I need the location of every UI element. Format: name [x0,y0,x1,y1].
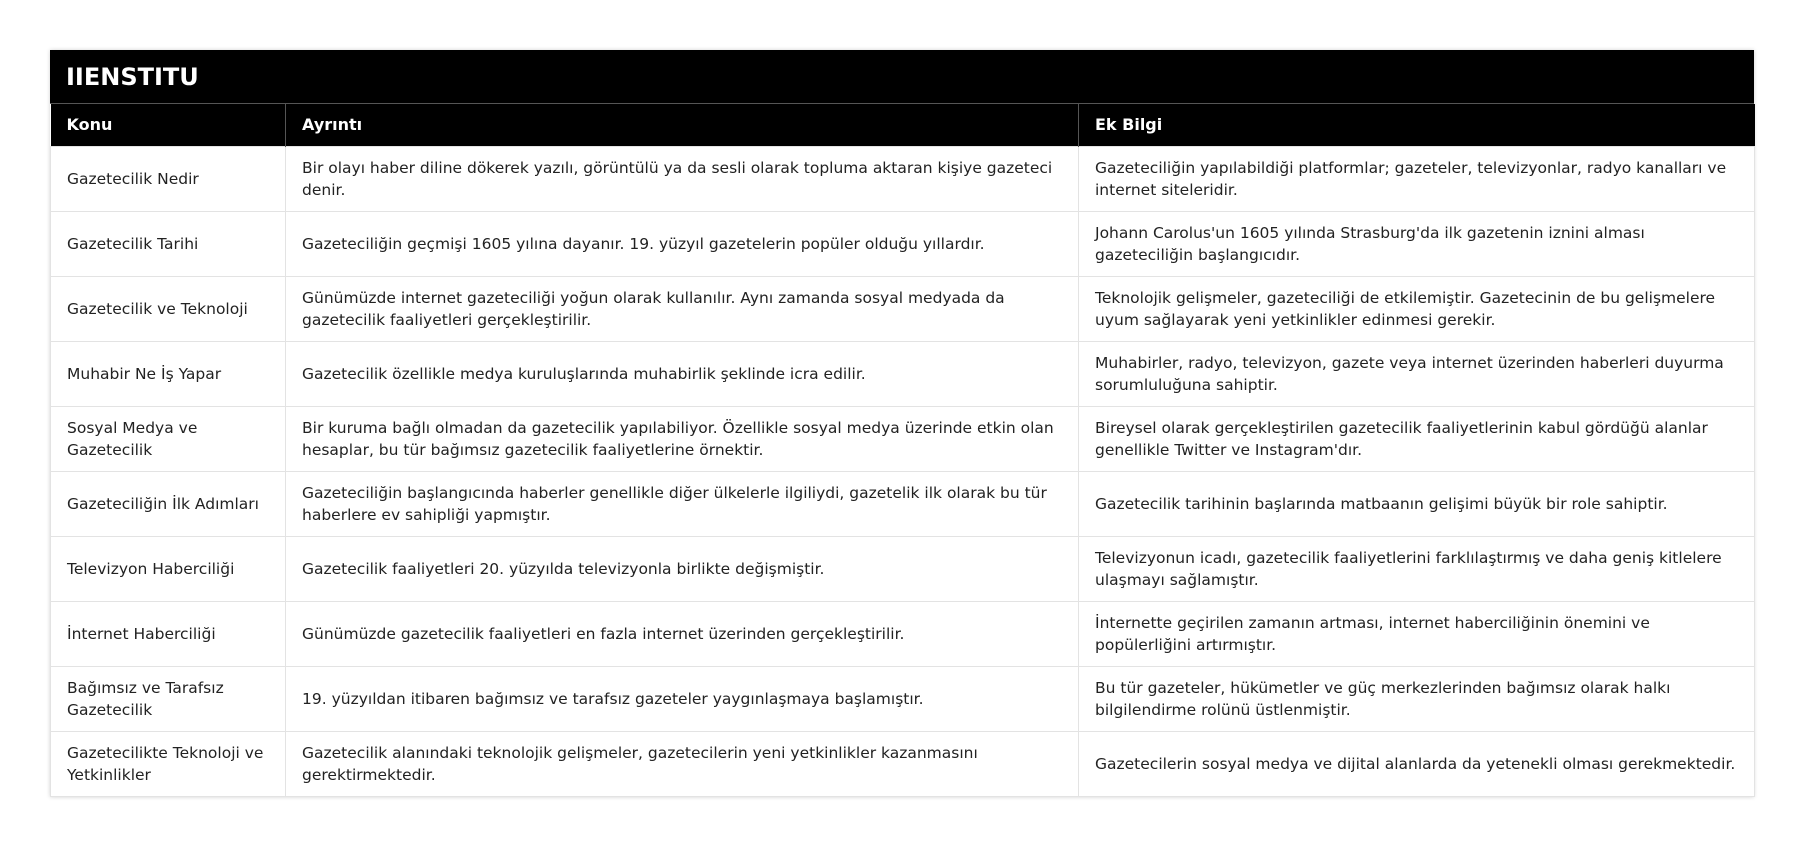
cell-ayrinti: 19. yüzyıldan itibaren bağımsız ve tarafsız gazeteler yaygınlaşmaya başlamıştır. [286,666,1079,731]
cell-ek-bilgi: Muhabirler, radyo, televizyon, gazete veya internet üzerinden haberleri duyurma sorumluluğuna sahiptir. [1079,341,1755,406]
table-body [51,146,1755,796]
cell-ayrinti: Günümüzde internet gazeteciliği yoğun olarak kullanılır. Aynı zamanda sosyal medyada da gazetecilik faaliyetleri gerçekleştirilir. [286,276,1079,341]
cell-ayrinti: Bir kuruma bağlı olmadan da gazetecilik yapılabiliyor. Özellikle sosyal medya üzerinde etkin olan hesaplar, bu tür bağımsız gazetecilik faaliyetlerine örnektir. [286,406,1079,471]
cell-ek-bilgi: Gazetecilik tarihinin başlarında matbaanın gelişimi büyük bir role sahiptir. [1079,471,1755,536]
cell-ek-bilgi: Bireysel olarak gerçekleştirilen gazetecilik faaliyetlerinin kabul gördüğü alanlar genellikle Twitter ve Instagram'dır. [1079,406,1755,471]
header-row [51,104,1755,146]
cell-ek-bilgi: İnternette geçirilen zamanın artması, internet haberciliğinin önemini ve popülerliğini artırmıştır. [1079,601,1755,666]
cell-konu: İnternet Haberciliği [51,601,286,666]
table-row [51,211,1755,276]
cell-ayrinti: Bir olayı haber diline dökerek yazılı, görüntülü ya da sesli olarak topluma aktaran kişiye gazeteci denir. [286,146,1079,211]
cell-konu: Gazetecilik Tarihi [51,211,286,276]
cell-konu: Gazetecilik ve Teknoloji [51,276,286,341]
cell-ayrinti: Gazetecilik alanındaki teknolojik gelişmeler, gazetecilerin yeni yetkinlikler kazanmasını gerektirmektedir. [286,731,1079,796]
table-header [51,104,1755,146]
cell-ek-bilgi: Gazetecilerin sosyal medya ve dijital alanlarda da yetenekli olması gerekmektedir. [1079,731,1755,796]
table-row [51,406,1755,471]
cell-ayrinti: Gazeteciliğin başlangıcında haberler genellikle diğer ülkelerle ilgiliydi, gazetelik ilk olarak bu tür haberlere ev sahipliği yapmıştır. [286,471,1079,536]
cell-konu: Bağımsız ve Tarafsız Gazetecilik [51,666,286,731]
table-row [51,276,1755,341]
cell-ek-bilgi: Televizyonun icadı, gazetecilik faaliyetlerini farklılaştırmış ve daha geniş kitlelere ulaşmayı sağlamıştır. [1079,536,1755,601]
table-row [51,341,1755,406]
table-row [51,471,1755,536]
cell-konu: Gazetecilik Nedir [51,146,286,211]
cell-konu: Gazetecilikte Teknoloji ve Yetkinlikler [51,731,286,796]
column-header-konu: Konu [51,104,286,146]
cell-ayrinti: Gazetecilik özellikle medya kuruluşlarında muhabirlik şeklinde icra edilir. [286,341,1079,406]
cell-ayrinti: Günümüzde gazetecilik faaliyetleri en fazla internet üzerinden gerçekleştirilir. [286,601,1079,666]
cell-ayrinti: Gazeteciliğin geçmişi 1605 yılına dayanır. 19. yüzyıl gazetelerin popüler olduğu yıllardır. [286,211,1079,276]
cell-konu: Muhabir Ne İş Yapar [51,341,286,406]
column-header-ayrinti: Ayrıntı [286,104,1079,146]
table-row [51,731,1755,796]
cell-ek-bilgi: Bu tür gazeteler, hükümetler ve güç merkezlerinden bağımsız olarak halkı bilgilendirme rolünü üstlenmiştir. [1079,666,1755,731]
cell-ek-bilgi: Johann Carolus'un 1605 yılında Strasburg'da ilk gazetenin iznini alması gazeteciliğin başlangıcıdır. [1079,211,1755,276]
cell-ayrinti: Gazetecilik faaliyetleri 20. yüzyılda televizyonla birlikte değişmiştir. [286,536,1079,601]
info-table [50,104,1755,797]
cell-ek-bilgi: Teknolojik gelişmeler, gazeteciliği de etkilemiştir. Gazetecinin de bu gelişmelere uyum sağlayarak yeni yetkinlikler edinmesi gerekir. [1079,276,1755,341]
table-title: IIENSTITU [50,50,1754,104]
table-row [51,536,1755,601]
cell-konu: Gazeteciliğin İlk Adımları [51,471,286,536]
cell-konu: Sosyal Medya ve Gazetecilik [51,406,286,471]
table-row [51,601,1755,666]
cell-ek-bilgi: Gazeteciliğin yapılabildiği platformlar; gazeteler, televizyonlar, radyo kanalları ve internet siteleridir. [1079,146,1755,211]
table-row [51,666,1755,731]
content-table-frame [50,50,1754,797]
table-row [51,146,1755,211]
column-header-ek-bilgi: Ek Bilgi [1079,104,1755,146]
cell-konu: Televizyon Haberciliği [51,536,286,601]
